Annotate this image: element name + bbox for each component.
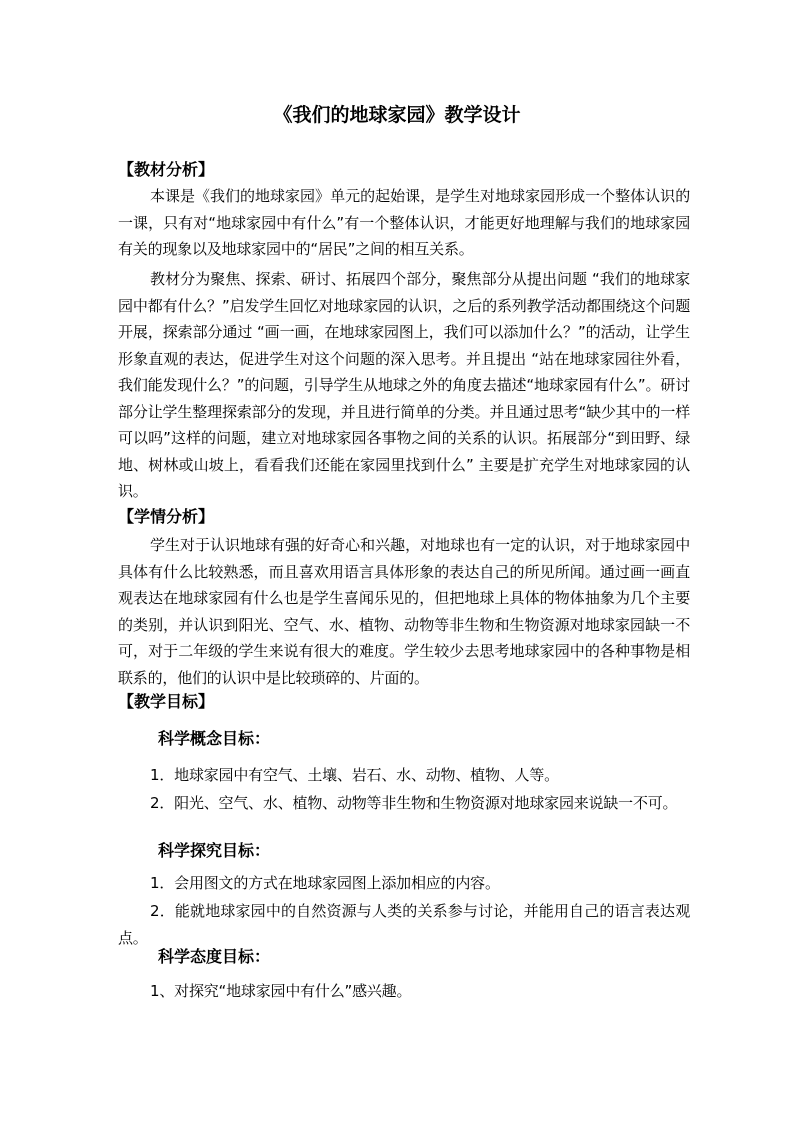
section-heading-student-analysis: 【学情分析】: [118, 507, 215, 526]
document-title: 《我们的地球家园》教学设计: [273, 104, 521, 126]
concept-goal-item-2: 2．阳光、空气、水、植物、动物等非生物和生物资源对地球家园来说缺一不可。: [150, 794, 678, 812]
attitude-goal-item-1: 1、对探究“地球家园中有什么”感兴趣。: [150, 982, 412, 1000]
inquiry-goal-item-2: 2．能就地球家园中的自然资源与人类的关系参与讨论，并能用自己的语言表达观点。: [118, 902, 690, 947]
inquiry-goal-item-1: 1．会用图文的方式在地球家园图上添加相应的内容。: [150, 874, 500, 892]
student-analysis-paragraph: 学生对于认识地球有强的好奇心和兴趣，对地球也有一定的认识，对于地球家园中具体有什么比较熟悉，而且喜欢用语言具体形象的表达自己的所见所闻。通过画一画直观表达在地球家园有什么也是学生喜闻乐见的，但把地球上具体的物体抽象为几个主要的类别，并认识到阳光、空气、水、植物、动物等非生物和生物资源对地球家园缺一不可，对于二年级的学生来说有很大的难度。学生较少去思考地球家园中的各种事物是相联系的，他们的认识中是比较琐碎的、片面的。: [118, 536, 690, 687]
concept-goal-item-1: 1．地球家园中有空气、土壤、岩石、水、动物、植物、人等。: [150, 766, 559, 784]
material-analysis-paragraph-2: 教材分为聚焦、探索、研讨、拓展四个部分，聚焦部分从提出问题 “我们的地球家园中都有什么？”启发学生回忆对地球家园的认识，之后的系列教学活动都围绕这个问题开展，探索部分通过 “画一画，在地球家园图上，我们可以添加什么？”的活动，让学生形象直观的表达，促进学生对这个问题的深入思考。并且提出 “站在地球家园往外看，我们能发现什么？”的问题，引导学生从地球之外的角度去描述“地球家园有什么”。研讨部分让学生整理探索部分的发现，并且进行简单的分类。并且通过思考“缺少其中的一样可以吗”这样的问题，建立对地球家园各事物之间的关系的认识。拓展部分“到田野、绿地、树林或山坡上，看看我们还能在家园里找到什么” 主要是扩充学生对地球家园的认识。: [118, 270, 690, 500]
section-heading-material-analysis: 【教材分析】: [118, 160, 215, 179]
material-analysis-paragraph-1: 本课是《我们的地球家园》单元的起始课，是学生对地球家园形成一个整体认识的一课，只有对“地球家园中有什么”有一个整体认识，才能更好地理解与我们的地球家园有关的现象以及地球家园中的“居民”之间的相互关系。: [118, 187, 690, 258]
subheading-inquiry-goals: 科学探究目标：: [158, 841, 271, 860]
subheading-concept-goals: 科学概念目标：: [158, 729, 271, 748]
subheading-attitude-goals: 科学态度目标：: [158, 947, 271, 966]
section-heading-teaching-goals: 【教学目标】: [118, 692, 215, 711]
